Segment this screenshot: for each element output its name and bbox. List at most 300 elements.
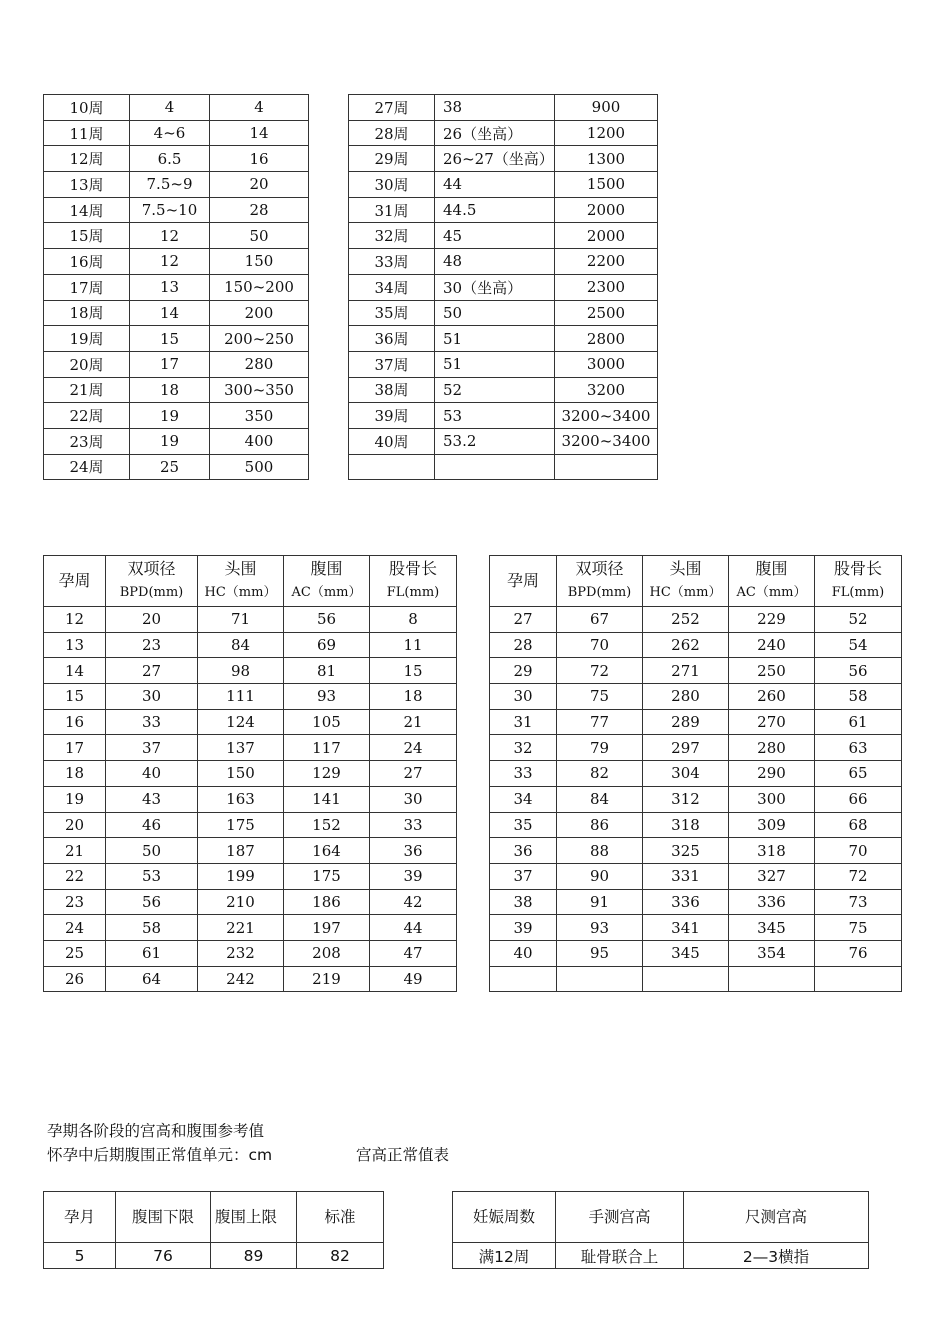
cell: 312 xyxy=(643,786,729,812)
cell: 70 xyxy=(557,632,643,658)
cell: 33周 xyxy=(349,249,435,275)
cell: 26（坐高） xyxy=(435,120,555,146)
table-row xyxy=(490,812,902,838)
cell: 37 xyxy=(490,863,557,889)
cell: 270 xyxy=(729,709,815,735)
table-row xyxy=(349,403,658,429)
table-row xyxy=(349,197,658,223)
table-row xyxy=(490,940,902,966)
cell: 25 xyxy=(130,454,210,480)
cell: 6.5 xyxy=(130,146,210,172)
header-standard: 标准 xyxy=(297,1192,384,1243)
cell xyxy=(557,966,643,992)
cell: 23 xyxy=(106,632,198,658)
cell: 12 xyxy=(130,249,210,275)
table-row xyxy=(44,146,309,172)
cell: 150 xyxy=(210,249,309,275)
cell: 84 xyxy=(557,786,643,812)
fundal-height-table xyxy=(452,1191,869,1269)
cell: 200~250 xyxy=(210,326,309,352)
cell: 354 xyxy=(729,940,815,966)
cell: 69 xyxy=(284,632,370,658)
cell: 28周 xyxy=(349,120,435,146)
cell: 89 xyxy=(211,1243,297,1269)
table-row xyxy=(349,146,658,172)
cell: 229 xyxy=(729,607,815,633)
cell: 98 xyxy=(198,658,284,684)
cell: 13 xyxy=(130,274,210,300)
cell: 88 xyxy=(557,838,643,864)
table-row xyxy=(44,812,457,838)
table-row xyxy=(44,889,457,915)
cell: 30（坐高） xyxy=(435,274,555,300)
cell: 345 xyxy=(729,915,815,941)
cell: 52 xyxy=(815,607,902,633)
cell: 54 xyxy=(815,632,902,658)
cell: 18 xyxy=(130,377,210,403)
table-row xyxy=(490,607,902,633)
cell: 260 xyxy=(729,684,815,710)
cell: 27 xyxy=(490,607,557,633)
cell: 280 xyxy=(643,684,729,710)
cell: 14 xyxy=(44,658,106,684)
table-header-row xyxy=(44,556,457,607)
cell: 95 xyxy=(557,940,643,966)
cell: 210 xyxy=(198,889,284,915)
cell: 14 xyxy=(210,120,309,146)
cell: 82 xyxy=(557,761,643,787)
cell: 29 xyxy=(490,658,557,684)
cell: 4~6 xyxy=(130,120,210,146)
table-row xyxy=(44,223,309,249)
table-row xyxy=(349,95,658,121)
cell: 68 xyxy=(815,812,902,838)
cell: 163 xyxy=(198,786,284,812)
table-row xyxy=(349,377,658,403)
header-ac: 腹围 AC（mm） xyxy=(284,556,370,607)
cell: 250 xyxy=(729,658,815,684)
cell: 32周 xyxy=(349,223,435,249)
cell: 45 xyxy=(435,223,555,249)
cell: 271 xyxy=(643,658,729,684)
cell: 5 xyxy=(44,1243,116,1269)
cell: 137 xyxy=(198,735,284,761)
cell: 48 xyxy=(435,249,555,275)
table-row xyxy=(44,120,309,146)
cell: 35周 xyxy=(349,300,435,326)
table-row xyxy=(44,454,309,480)
table-row xyxy=(44,838,457,864)
cell: 26~27（坐高） xyxy=(435,146,555,172)
cell: 31 xyxy=(490,709,557,735)
cell: 90 xyxy=(557,863,643,889)
cell: 327 xyxy=(729,863,815,889)
cell: 43 xyxy=(106,786,198,812)
cell: 4 xyxy=(210,95,309,121)
cell: 30 xyxy=(106,684,198,710)
cell: 37周 xyxy=(349,351,435,377)
cell: 12周 xyxy=(44,146,130,172)
header-ruler-measure: 尺测宫高 xyxy=(684,1192,869,1243)
cell: 满12周 xyxy=(453,1243,556,1269)
cell: 25 xyxy=(44,940,106,966)
cell: 42 xyxy=(370,889,457,915)
cell: 124 xyxy=(198,709,284,735)
cell: 27 xyxy=(370,761,457,787)
table-row xyxy=(44,940,457,966)
cell: 2—3横指 xyxy=(684,1243,869,1269)
table-row xyxy=(44,658,457,684)
cell: 325 xyxy=(643,838,729,864)
cell: 318 xyxy=(729,838,815,864)
header-month: 孕月 xyxy=(44,1192,116,1243)
table-row xyxy=(44,607,457,633)
cell: 10周 xyxy=(44,95,130,121)
cell: 345 xyxy=(643,940,729,966)
cell: 2000 xyxy=(555,223,658,249)
table-row xyxy=(490,658,902,684)
cell: 36 xyxy=(490,838,557,864)
header-ac: 腹围 AC（mm） xyxy=(729,556,815,607)
cell: 152 xyxy=(284,812,370,838)
cell: 51 xyxy=(435,351,555,377)
table-row xyxy=(453,1243,869,1269)
cell: 84 xyxy=(198,632,284,658)
header-fl: 股骨长 FL(mm) xyxy=(370,556,457,607)
cell: 175 xyxy=(284,863,370,889)
cell: 3200~3400 xyxy=(555,428,658,454)
cell: 24周 xyxy=(44,454,130,480)
cell: 23周 xyxy=(44,428,130,454)
cell: 33 xyxy=(370,812,457,838)
cell xyxy=(349,454,435,480)
cell: 76 xyxy=(815,940,902,966)
table-row xyxy=(44,326,309,352)
cell: 16周 xyxy=(44,249,130,275)
cell: 39 xyxy=(490,915,557,941)
table-row xyxy=(490,684,902,710)
table-row xyxy=(490,838,902,864)
header-hand-measure: 手测宫高 xyxy=(556,1192,684,1243)
cell: 12 xyxy=(44,607,106,633)
cell: 150 xyxy=(198,761,284,787)
cell: 117 xyxy=(284,735,370,761)
table-row xyxy=(44,786,457,812)
table-row xyxy=(44,351,309,377)
fetal-biometry-table-27-40 xyxy=(489,555,902,992)
table-row xyxy=(44,966,457,992)
table-row xyxy=(349,274,658,300)
cell: 232 xyxy=(198,940,284,966)
cell: 56 xyxy=(815,658,902,684)
header-week: 孕周 xyxy=(44,556,106,607)
cell: 75 xyxy=(557,684,643,710)
table-row xyxy=(44,172,309,198)
weekly-size-weight-table-late xyxy=(348,94,658,480)
cell: 50 xyxy=(210,223,309,249)
cell: 40周 xyxy=(349,428,435,454)
cell: 15 xyxy=(370,658,457,684)
cell: 18 xyxy=(370,684,457,710)
cell: 40 xyxy=(106,761,198,787)
cell: 280 xyxy=(729,735,815,761)
cell: 53.2 xyxy=(435,428,555,454)
table-row xyxy=(44,428,309,454)
cell: 500 xyxy=(210,454,309,480)
cell: 186 xyxy=(284,889,370,915)
cell: 1500 xyxy=(555,172,658,198)
table-row xyxy=(349,326,658,352)
header-upper: 腹围上限 xyxy=(211,1192,297,1243)
cell: 16 xyxy=(210,146,309,172)
cell: 70 xyxy=(815,838,902,864)
table-row xyxy=(44,709,457,735)
table-row xyxy=(44,761,457,787)
cell: 36周 xyxy=(349,326,435,352)
cell: 4 xyxy=(130,95,210,121)
table-row xyxy=(44,735,457,761)
cell: 14周 xyxy=(44,197,130,223)
table-row xyxy=(349,351,658,377)
cell: 15 xyxy=(130,326,210,352)
table-row xyxy=(349,120,658,146)
table-row xyxy=(490,709,902,735)
cell: 79 xyxy=(557,735,643,761)
header-fl: 股骨长 FL(mm) xyxy=(815,556,902,607)
cell: 19 xyxy=(130,428,210,454)
table-row xyxy=(490,786,902,812)
abdomen-circumference-table xyxy=(43,1191,384,1269)
cell: 2800 xyxy=(555,326,658,352)
cell: 350 xyxy=(210,403,309,429)
cell: 49 xyxy=(370,966,457,992)
table-header-row xyxy=(453,1192,869,1243)
cell: 208 xyxy=(284,940,370,966)
cell: 39 xyxy=(370,863,457,889)
section-title: 孕期各阶段的宫高和腹围参考值 xyxy=(47,1122,265,1140)
table-row xyxy=(349,300,658,326)
cell: 105 xyxy=(284,709,370,735)
cell: 56 xyxy=(106,889,198,915)
cell: 58 xyxy=(815,684,902,710)
cell: 141 xyxy=(284,786,370,812)
table-row xyxy=(490,915,902,941)
cell: 63 xyxy=(815,735,902,761)
header-hc: 头围 HC（mm） xyxy=(643,556,729,607)
table-row xyxy=(44,632,457,658)
cell: 20 xyxy=(210,172,309,198)
cell: 28 xyxy=(210,197,309,223)
cell: 86 xyxy=(557,812,643,838)
cell: 26 xyxy=(44,966,106,992)
cell: 58 xyxy=(106,915,198,941)
table-row xyxy=(44,684,457,710)
cell: 16 xyxy=(44,709,106,735)
cell: 37 xyxy=(106,735,198,761)
cell: 91 xyxy=(557,889,643,915)
cell: 2300 xyxy=(555,274,658,300)
cell: 17周 xyxy=(44,274,130,300)
table-row xyxy=(44,863,457,889)
table-row xyxy=(44,300,309,326)
cell: 242 xyxy=(198,966,284,992)
cell: 15 xyxy=(44,684,106,710)
cell: 20 xyxy=(44,812,106,838)
cell: 93 xyxy=(557,915,643,941)
cell xyxy=(729,966,815,992)
cell: 199 xyxy=(198,863,284,889)
cell: 64 xyxy=(106,966,198,992)
cell: 30周 xyxy=(349,172,435,198)
header-hc: 头围 HC（mm） xyxy=(198,556,284,607)
fetal-biometry-table-12-26 xyxy=(43,555,457,992)
cell: 52 xyxy=(435,377,555,403)
table-row xyxy=(44,1243,384,1269)
cell: 56 xyxy=(284,607,370,633)
cell: 36 xyxy=(370,838,457,864)
cell: 61 xyxy=(106,940,198,966)
cell: 29周 xyxy=(349,146,435,172)
cell: 93 xyxy=(284,684,370,710)
cell: 34周 xyxy=(349,274,435,300)
cell: 19 xyxy=(130,403,210,429)
cell: 150~200 xyxy=(210,274,309,300)
cell: 31周 xyxy=(349,197,435,223)
cell: 39周 xyxy=(349,403,435,429)
cell: 200 xyxy=(210,300,309,326)
cell: 53 xyxy=(435,403,555,429)
cell: 129 xyxy=(284,761,370,787)
cell: 318 xyxy=(643,812,729,838)
cell: 22 xyxy=(44,863,106,889)
cell: 38 xyxy=(490,889,557,915)
cell: 33 xyxy=(106,709,198,735)
cell: 53 xyxy=(106,863,198,889)
cell: 38周 xyxy=(349,377,435,403)
cell: 14 xyxy=(130,300,210,326)
cell: 341 xyxy=(643,915,729,941)
cell: 290 xyxy=(729,761,815,787)
cell: 17 xyxy=(44,735,106,761)
header-bpd: 双项径 BPD(mm) xyxy=(557,556,643,607)
cell: 300 xyxy=(729,786,815,812)
cell xyxy=(555,454,658,480)
table-row xyxy=(490,761,902,787)
cell: 44.5 xyxy=(435,197,555,223)
abdomen-caption: 怀孕中后期腹围正常值单元：cm xyxy=(47,1146,273,1164)
cell: 21 xyxy=(370,709,457,735)
cell: 18 xyxy=(44,761,106,787)
cell: 900 xyxy=(555,95,658,121)
cell: 72 xyxy=(557,658,643,684)
cell: 72 xyxy=(815,863,902,889)
cell: 81 xyxy=(284,658,370,684)
table-row xyxy=(349,249,658,275)
cell: 309 xyxy=(729,812,815,838)
cell: 3200~3400 xyxy=(555,403,658,429)
header-lower: 腹围下限 xyxy=(116,1192,211,1243)
cell: 32 xyxy=(490,735,557,761)
cell: 33 xyxy=(490,761,557,787)
cell xyxy=(815,966,902,992)
cell: 65 xyxy=(815,761,902,787)
cell: 331 xyxy=(643,863,729,889)
cell: 187 xyxy=(198,838,284,864)
cell: 17 xyxy=(130,351,210,377)
table-header-row xyxy=(490,556,902,607)
cell: 240 xyxy=(729,632,815,658)
cell: 30 xyxy=(370,786,457,812)
cell: 73 xyxy=(815,889,902,915)
cell: 262 xyxy=(643,632,729,658)
table-row xyxy=(44,403,309,429)
cell: 24 xyxy=(370,735,457,761)
cell: 11 xyxy=(370,632,457,658)
cell: 耻骨联合上 xyxy=(556,1243,684,1269)
cell: 3200 xyxy=(555,377,658,403)
cell: 46 xyxy=(106,812,198,838)
cell: 7.5~9 xyxy=(130,172,210,198)
table-row xyxy=(349,223,658,249)
cell: 20周 xyxy=(44,351,130,377)
table-header-row xyxy=(44,1192,384,1243)
cell: 289 xyxy=(643,709,729,735)
cell xyxy=(490,966,557,992)
table-row xyxy=(490,863,902,889)
cell: 336 xyxy=(643,889,729,915)
cell: 1300 xyxy=(555,146,658,172)
uterus-caption: 宫高正常值表 xyxy=(356,1146,450,1164)
cell: 12 xyxy=(130,223,210,249)
cell: 66 xyxy=(815,786,902,812)
cell: 22周 xyxy=(44,403,130,429)
cell: 20 xyxy=(106,607,198,633)
cell: 304 xyxy=(643,761,729,787)
cell: 2200 xyxy=(555,249,658,275)
cell: 2000 xyxy=(555,197,658,223)
cell: 21 xyxy=(44,838,106,864)
cell: 19 xyxy=(44,786,106,812)
cell: 44 xyxy=(370,915,457,941)
cell: 21周 xyxy=(44,377,130,403)
cell: 13周 xyxy=(44,172,130,198)
table-row xyxy=(490,889,902,915)
cell: 8 xyxy=(370,607,457,633)
cell: 67 xyxy=(557,607,643,633)
cell: 300~350 xyxy=(210,377,309,403)
cell: 28 xyxy=(490,632,557,658)
cell: 61 xyxy=(815,709,902,735)
cell: 13 xyxy=(44,632,106,658)
cell: 38 xyxy=(435,95,555,121)
cell: 15周 xyxy=(44,223,130,249)
table-row xyxy=(490,966,902,992)
cell: 44 xyxy=(435,172,555,198)
header-week: 孕周 xyxy=(490,556,557,607)
cell: 336 xyxy=(729,889,815,915)
table-row xyxy=(490,632,902,658)
cell: 35 xyxy=(490,812,557,838)
cell: 1200 xyxy=(555,120,658,146)
cell: 34 xyxy=(490,786,557,812)
table-row xyxy=(44,377,309,403)
table-row xyxy=(349,428,658,454)
cell: 219 xyxy=(284,966,370,992)
header-weeks: 妊娠周数 xyxy=(453,1192,556,1243)
cell: 30 xyxy=(490,684,557,710)
cell: 252 xyxy=(643,607,729,633)
cell: 164 xyxy=(284,838,370,864)
